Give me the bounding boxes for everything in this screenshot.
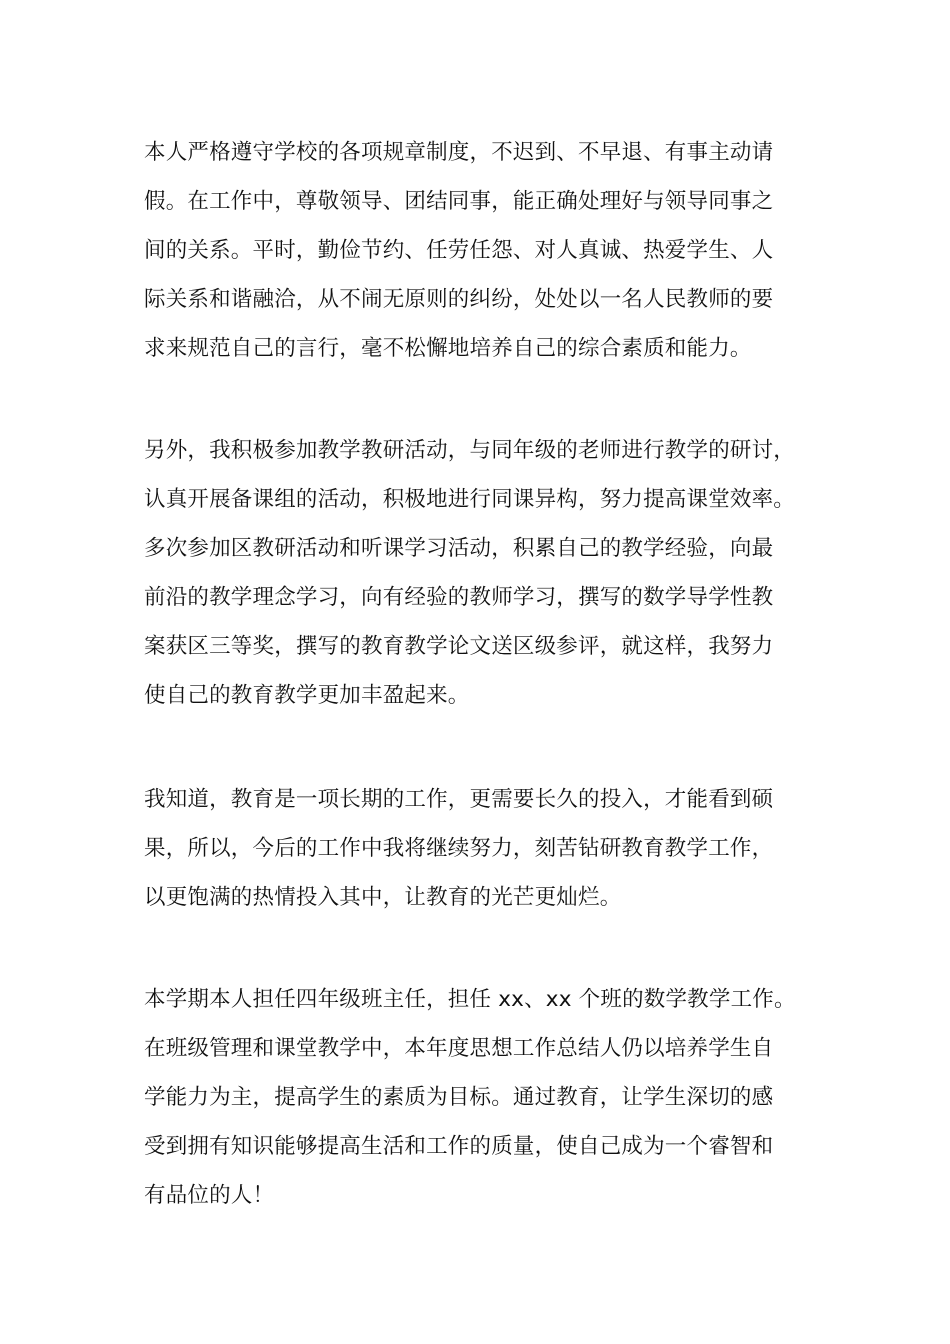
text-line: 假。在工作中，尊敬领导、团结同事，能正确处理好与领导同事之 [144, 189, 774, 214]
text-line: 认真开展备课组的活动，积极地进行同课异构，努力提高课堂效率。 [144, 487, 796, 512]
text-line: 使自己的教育教学更加丰盈起来。 [144, 683, 470, 708]
text-line: 另外，我积极参加教学教研活动，与同年级的老师进行教学的研讨， [144, 438, 796, 463]
text-line: 本学期本人担任四年级班主任，担任 xx、xx 个班的数学教学工作。 [144, 987, 796, 1012]
text-line: 前沿的教学理念学习，向有经验的教师学习，撰写的数学导学性教 [144, 585, 774, 610]
paragraph-1 [144, 128, 834, 373]
text-line: 多次参加区教研活动和听课学习活动，积累自己的教学经验，向最 [144, 536, 774, 561]
text-line: 案获区三等奖，撰写的教育教学论文送区级参评，就这样，我努力 [144, 634, 774, 659]
text-line: 我知道，教育是一项长期的工作，更需要长久的投入，才能看到硕 [144, 787, 774, 812]
text-line: 果，所以，今后的工作中我将继续努力，刻苦钻研教育教学工作， [144, 836, 774, 861]
text-line: 求来规范自己的言行，毫不松懈地培养自己的综合素质和能力。 [144, 336, 752, 361]
text-line: 本人严格遵守学校的各项规章制度，不迟到、不早退、有事主动请 [144, 140, 774, 165]
text-line: 在班级管理和课堂教学中，本年度思想工作总结人仍以培养学生自 [144, 1036, 774, 1061]
paragraph-3 [144, 775, 834, 922]
paragraph-4 [144, 975, 834, 1220]
text-line: 际关系和谐融洽，从不闹无原则的纠纷，处处以一名人民教师的要 [144, 287, 774, 312]
text-line: 有品位的人！ [144, 1183, 275, 1208]
text-line: 以更饱满的热情投入其中，让教育的光芒更灿烂。 [144, 885, 622, 910]
text-line: 受到拥有知识能够提高生活和工作的质量，使自己成为一个睿智和 [144, 1134, 774, 1159]
text-line: 间的关系。平时，勤俭节约、任劳任怨、对人真诚、热爱学生、人 [144, 238, 774, 263]
text-line: 学能力为主，提高学生的素质为目标。通过教育，让学生深切的感 [144, 1085, 774, 1110]
paragraph-2 [144, 426, 834, 720]
